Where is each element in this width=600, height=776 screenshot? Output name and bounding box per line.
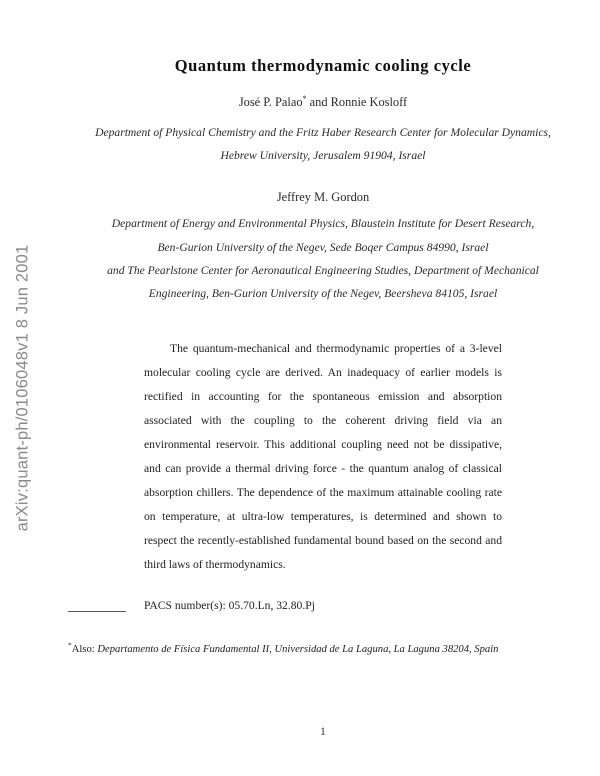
arxiv-identifier-stamp xyxy=(0,0,46,776)
pacs-numbers: PACS number(s): 05.70.Ln, 32.80.Pj xyxy=(144,598,315,612)
affiliation-block-primary xyxy=(63,110,583,167)
author-line-primary xyxy=(46,76,600,110)
affiliation-line: Ben-Gurion University of the Negev, Sede Boqer Campus 84990, Israel xyxy=(157,240,489,254)
affiliation-line: Department of Energy and Environmental Physics, Blaustein Institute for Desert Research, xyxy=(111,217,535,231)
footnote-affiliation: Departamento de Física Fundamental II, Universidad de La Laguna, La Laguna 38204, Spain xyxy=(94,643,499,655)
footnote-separator-rule xyxy=(68,611,126,612)
author-footnote-marker: * xyxy=(302,93,307,103)
author-name-palao: José P. Palao xyxy=(238,95,303,109)
footnote-label: Also: xyxy=(71,643,95,655)
page-title: Quantum thermodynamic cooling cycle xyxy=(174,56,472,75)
abstract-text: The quantum-mechanical and thermodynamic properties of a 3-level molecular cooling cycle are derived. An inadequacy of earlier models is rectified in accounting for the spontaneous emission and absorption associated with the coupling to the coherent driving field via an environmental reservoir. This additional coupling need not be dissipative, and can provide a thermal driving force - the quantum analog of classical absorption chillers. The dependence of the maximum attainable cooling rate on temperature, at ultra-low temperatures, is determined and shown to respect the recently-established fundamental bound based on the second and third laws of thermodynamics. xyxy=(144,342,502,571)
footnote xyxy=(68,639,560,661)
footnote-marker: * xyxy=(68,640,72,650)
affiliation-line: and The Pearlstone Center for Aeronautical Engineering Studies, Department of Mechanical xyxy=(107,263,539,277)
author-name-kosloff: and Ronnie Kosloff xyxy=(306,95,408,109)
affiliation-line: Engineering, Ben-Gurion University of the Negev, Beersheva 84105, Israel xyxy=(148,286,498,300)
page-number: 1 xyxy=(320,726,326,738)
author-line-secondary: Jeffrey M. Gordon xyxy=(276,190,370,205)
affiliation-line: Department of Physical Chemistry and the Fritz Haber Research Center for Molecular Dynamics, xyxy=(95,126,551,139)
affiliation-line: Hebrew University, Jerusalem 91904, Israel xyxy=(220,149,426,163)
affiliation-block-secondary xyxy=(63,205,583,305)
paper-page xyxy=(46,0,600,776)
arxiv-identifier-text: arXiv:quant-ph/0106048v1 8 Jun 2001 xyxy=(13,244,32,532)
